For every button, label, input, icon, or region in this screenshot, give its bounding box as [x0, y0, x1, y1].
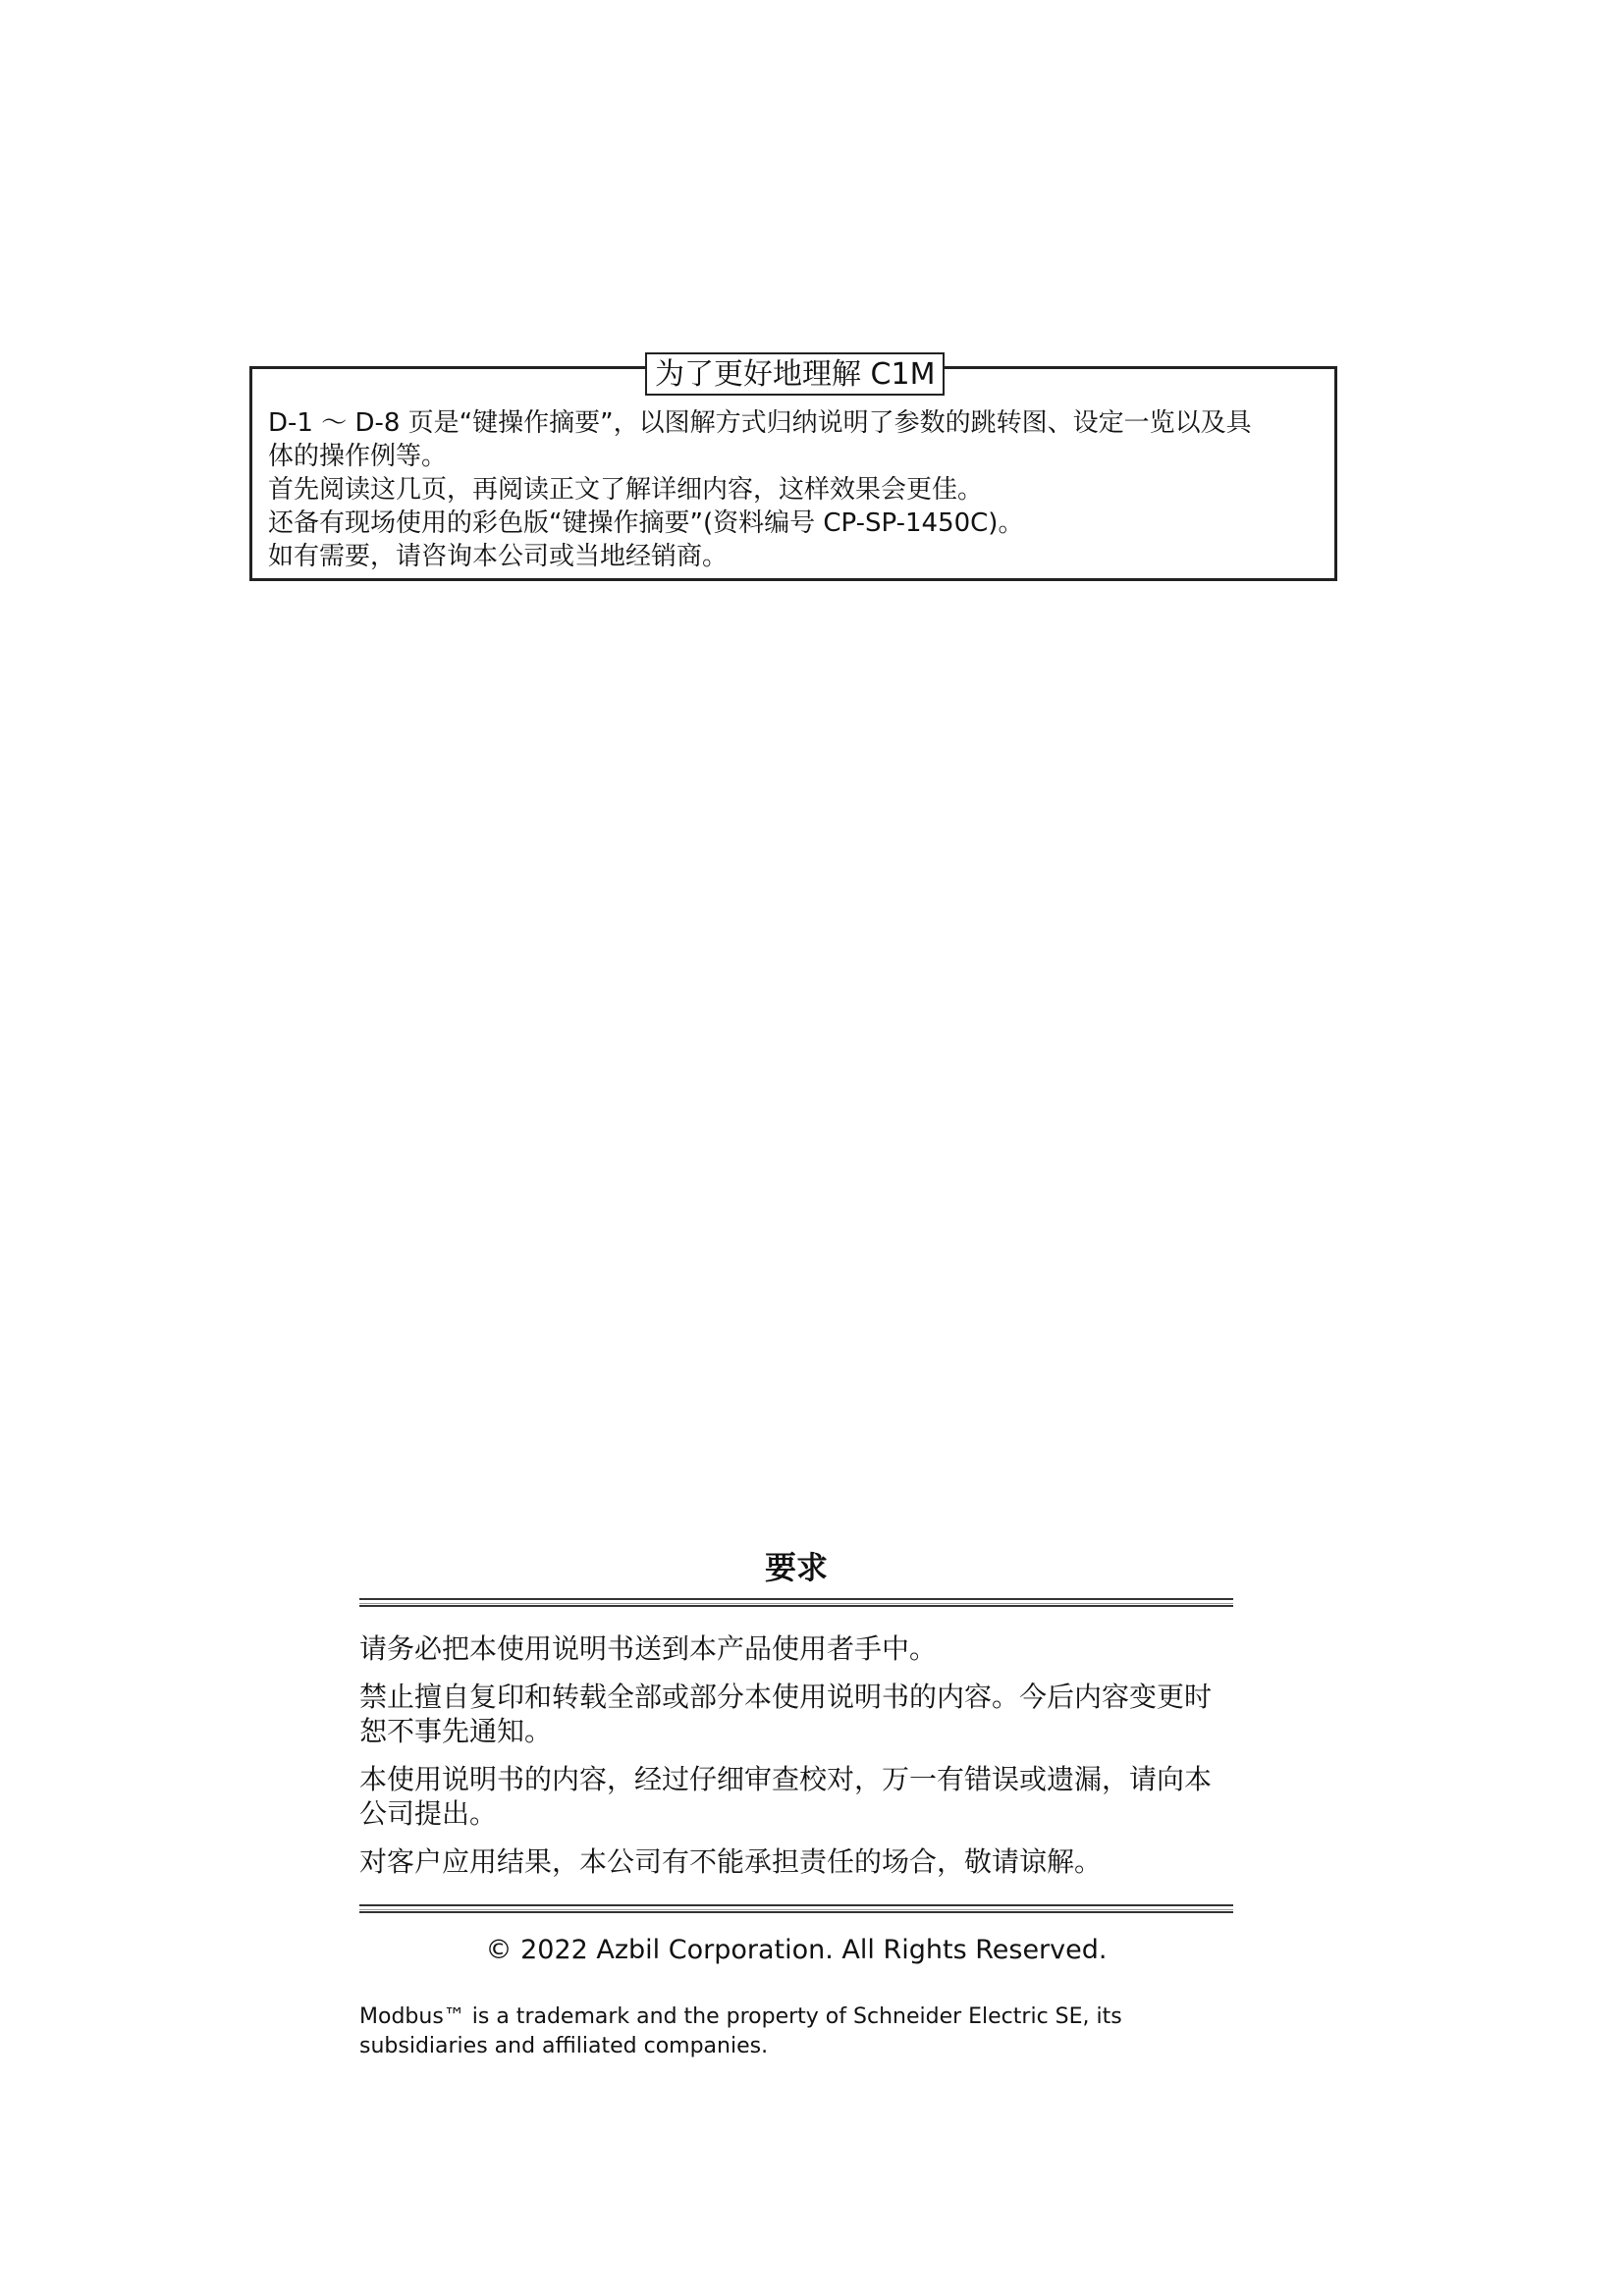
intro-box-body — [268, 406, 1321, 573]
requirement-line: 禁止擅自复印和转载全部或部分本使用说明书的内容。今后内容变更时 — [359, 1681, 1213, 1713]
requirement-line: 对客户应用结果，本公司有不能承担责任的场合，敬请谅解。 — [359, 1845, 1103, 1878]
intro-line: 如有需要，请咨询本公司或当地经销商。 — [268, 542, 729, 571]
intro-line: 体的操作例等。 — [268, 442, 448, 471]
intro-line: 首先阅读这几页，再阅读正文了解详细内容，这样效果会更佳。 — [268, 475, 984, 505]
requirement-line: 本使用说明书的内容，经过仔细审查校对，万一有错误或遗漏，请向本 — [359, 1763, 1213, 1795]
requirement-item — [359, 1844, 1233, 1879]
requirement-line: 请务必把本使用说明书送到本产品使用者手中。 — [359, 1632, 938, 1665]
intro-line: 还备有现场使用的彩色版“键操作摘要”(资料编号 CP-SP-1450C)。 — [268, 508, 1024, 538]
requirements-bottom-rule — [359, 1904, 1233, 1913]
intro-box-title: 为了更好地理解 C1M — [645, 352, 945, 396]
requirements-heading: 要求 — [764, 1549, 828, 1586]
copyright-notice: © 2022 Azbil Corporation. All Rights Reserved. — [485, 1935, 1108, 1965]
requirement-item — [359, 1762, 1233, 1831]
requirement-item — [359, 1680, 1233, 1748]
requirement-line: 公司提出。 — [359, 1797, 498, 1830]
requirements-list — [359, 1631, 1233, 1893]
requirements-top-rule — [359, 1598, 1233, 1607]
intro-box — [249, 357, 1337, 581]
requirement-line: 恕不事先通知。 — [359, 1715, 553, 1747]
requirement-item — [359, 1631, 1233, 1666]
intro-line: D-1 ～ D-8 页是“键操作摘要”，以图解方式归纳说明了参数的跳转图、设定一览以及具 — [268, 408, 1252, 438]
trademark-line: Modbus™ is a trademark and the property of Schneider Electric SE, its — [359, 2004, 1122, 2029]
trademark-line: subsidiaries and affiliated companies. — [359, 2034, 769, 2058]
trademark-notice — [359, 2002, 1243, 2061]
